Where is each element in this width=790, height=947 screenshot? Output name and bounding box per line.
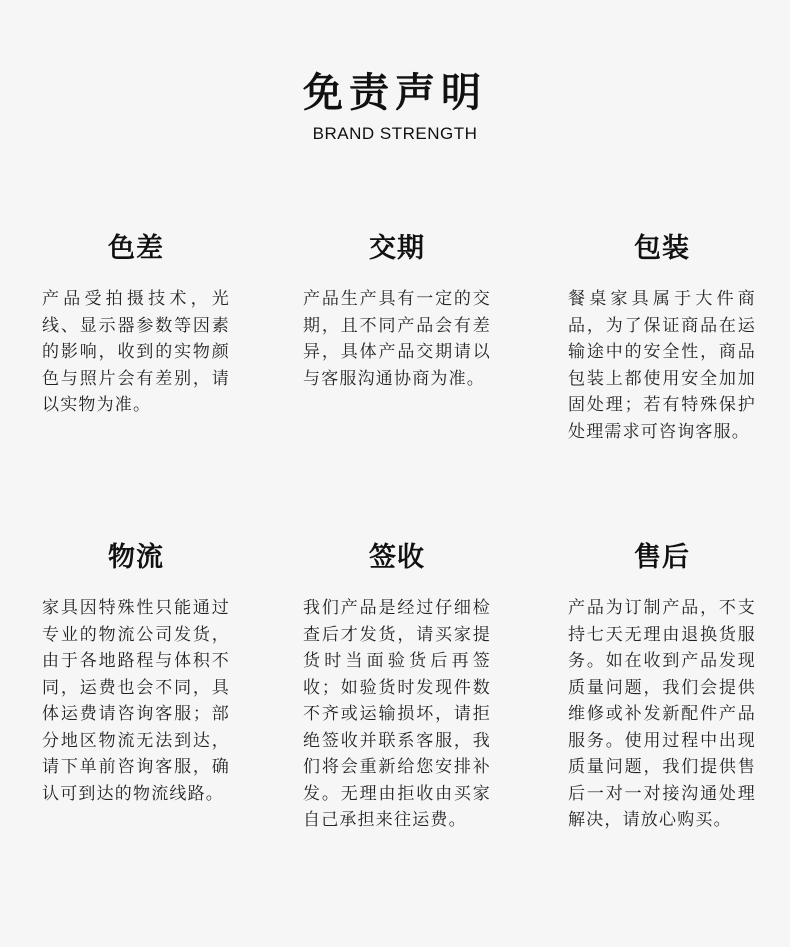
item-text: 产品为订制产品，不支持七天无理由退换货服务。如在收到产品发现质量问题，我们会提供维修或补发新配件产品服务。使用过程中出现质量问题，我们提供售后一对一对接沟通处理解决，请放心购买。 (568, 598, 756, 830)
disclaimer-item-delivery-time (303, 232, 491, 392)
item-title: 交期 (369, 233, 425, 264)
disclaimer-item-color-difference (42, 232, 230, 419)
disclaimer-item-signing (303, 541, 491, 834)
disclaimer-item-after-sales (568, 541, 756, 834)
page-header (0, 68, 790, 144)
item-title: 色差 (108, 233, 164, 264)
item-text: 餐桌家具属于大件商品，为了保证商品在运输途中的安全性，商品包装上都使用安全加加固处理；若有特殊保护处理需求可咨询客服。 (568, 289, 756, 442)
item-title: 物流 (108, 542, 164, 573)
item-text: 家具因特殊性只能通过专业的物流公司发货，由于各地路程与体积不同，运费也会不同，具体运费请咨询客服；部分地区物流无法到达，请下单前咨询客服，确认可到达的物流线路。 (42, 598, 230, 804)
item-text: 我们产品是经过仔细检查后才发货，请买家提货时当面验货后再签收；如验货时发现件数不齐或运输损坏，请拒绝签收并联系客服，我们将会重新给您安排补发。无理由拒收由买家自己承担来往运费。 (303, 598, 491, 830)
page-title: 免责声明 (303, 70, 487, 116)
item-text: 产品生产具有一定的交期，且不同产品会有差异，具体产品交期请以与客服沟通协商为准。 (303, 289, 491, 389)
item-text: 产品受拍摄技术，光线、显示器参数等因素的影响，收到的实物颜色与照片会有差别，请以实物为准。 (42, 289, 230, 415)
page-subtitle: BRAND STRENGTH (312, 124, 478, 143)
item-title: 售后 (634, 542, 690, 573)
item-title: 包装 (634, 233, 690, 264)
disclaimer-item-packaging (568, 232, 756, 445)
disclaimer-item-logistics (42, 541, 230, 807)
item-title: 签收 (369, 542, 425, 573)
